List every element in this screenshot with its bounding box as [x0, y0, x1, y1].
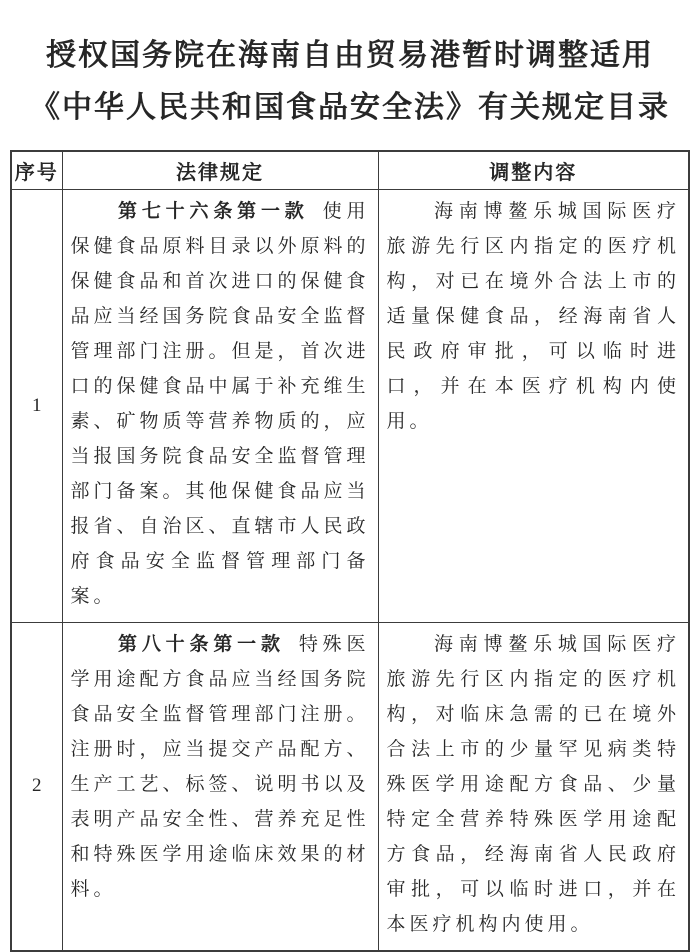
regulations-table — [10, 150, 690, 952]
document-title — [0, 0, 700, 134]
document-title-line-1: 授权国务院在海南自由贸易港暂时调整适用 — [46, 39, 654, 72]
adjustment-paragraph: 海南博鳌乐城国际医疗旅游先行区内指定的医疗机构，对已在境外合法上市的适量保健食品，经海南省人民政府审批，可以临时进口，并在本医疗机构内使用。 — [386, 200, 680, 432]
row-index: 2 — [11, 622, 62, 951]
law-article-lead: 第七十六条第一款 — [118, 200, 309, 222]
adjustment-content-cell — [378, 622, 689, 951]
law-article-lead: 第八十条第一款 — [118, 633, 285, 655]
law-provision-paragraph — [71, 627, 370, 907]
column-header-adjustment: 调整内容 — [378, 151, 689, 189]
adjustment-paragraph: 海南博鳌乐城国际医疗旅游先行区内指定的医疗机构，对临床急需的已在境外合法上市的少量罕见病类特殊医学用途配方食品、少量特定全营养特殊医学用途配方食品，经海南省人民政府审批，可以临时进口，并在本医疗机构内使用。 — [386, 633, 680, 935]
row-index: 1 — [11, 189, 62, 622]
law-provision-paragraph — [71, 194, 370, 614]
table-header-row — [11, 151, 689, 189]
adjustment-content-cell — [378, 189, 689, 622]
law-provision-cell — [62, 189, 378, 622]
law-article-text: 特殊医学用途配方食品应当经国务院食品安全监督管理部门注册。注册时，应当提交产品配方、生产工艺、标签、说明书以及表明产品安全性、营养充足性和特殊医学用途临床效果的材料。 — [70, 633, 370, 900]
law-provision-cell — [62, 622, 378, 951]
column-header-law-provision: 法律规定 — [62, 151, 378, 189]
column-header-index: 序号 — [11, 151, 62, 189]
law-article-text: 使用保健食品原料目录以外原料的保健食品和首次进口的保健食品应当经国务院食品安全监督管理部门注册。但是，首次进口的保健食品中属于补充维生素、矿物质等营养物质的，应当报国务院食品安全监督管理部门备案。其他保健食品应当报省、自治区、直辖市人民政府食品安全监督管理部门备案。 — [70, 200, 370, 607]
table-row — [11, 189, 689, 622]
document-title-line-2: 《中华人民共和国食品安全法》有关规定目录 — [30, 91, 670, 124]
table-row — [11, 622, 689, 951]
